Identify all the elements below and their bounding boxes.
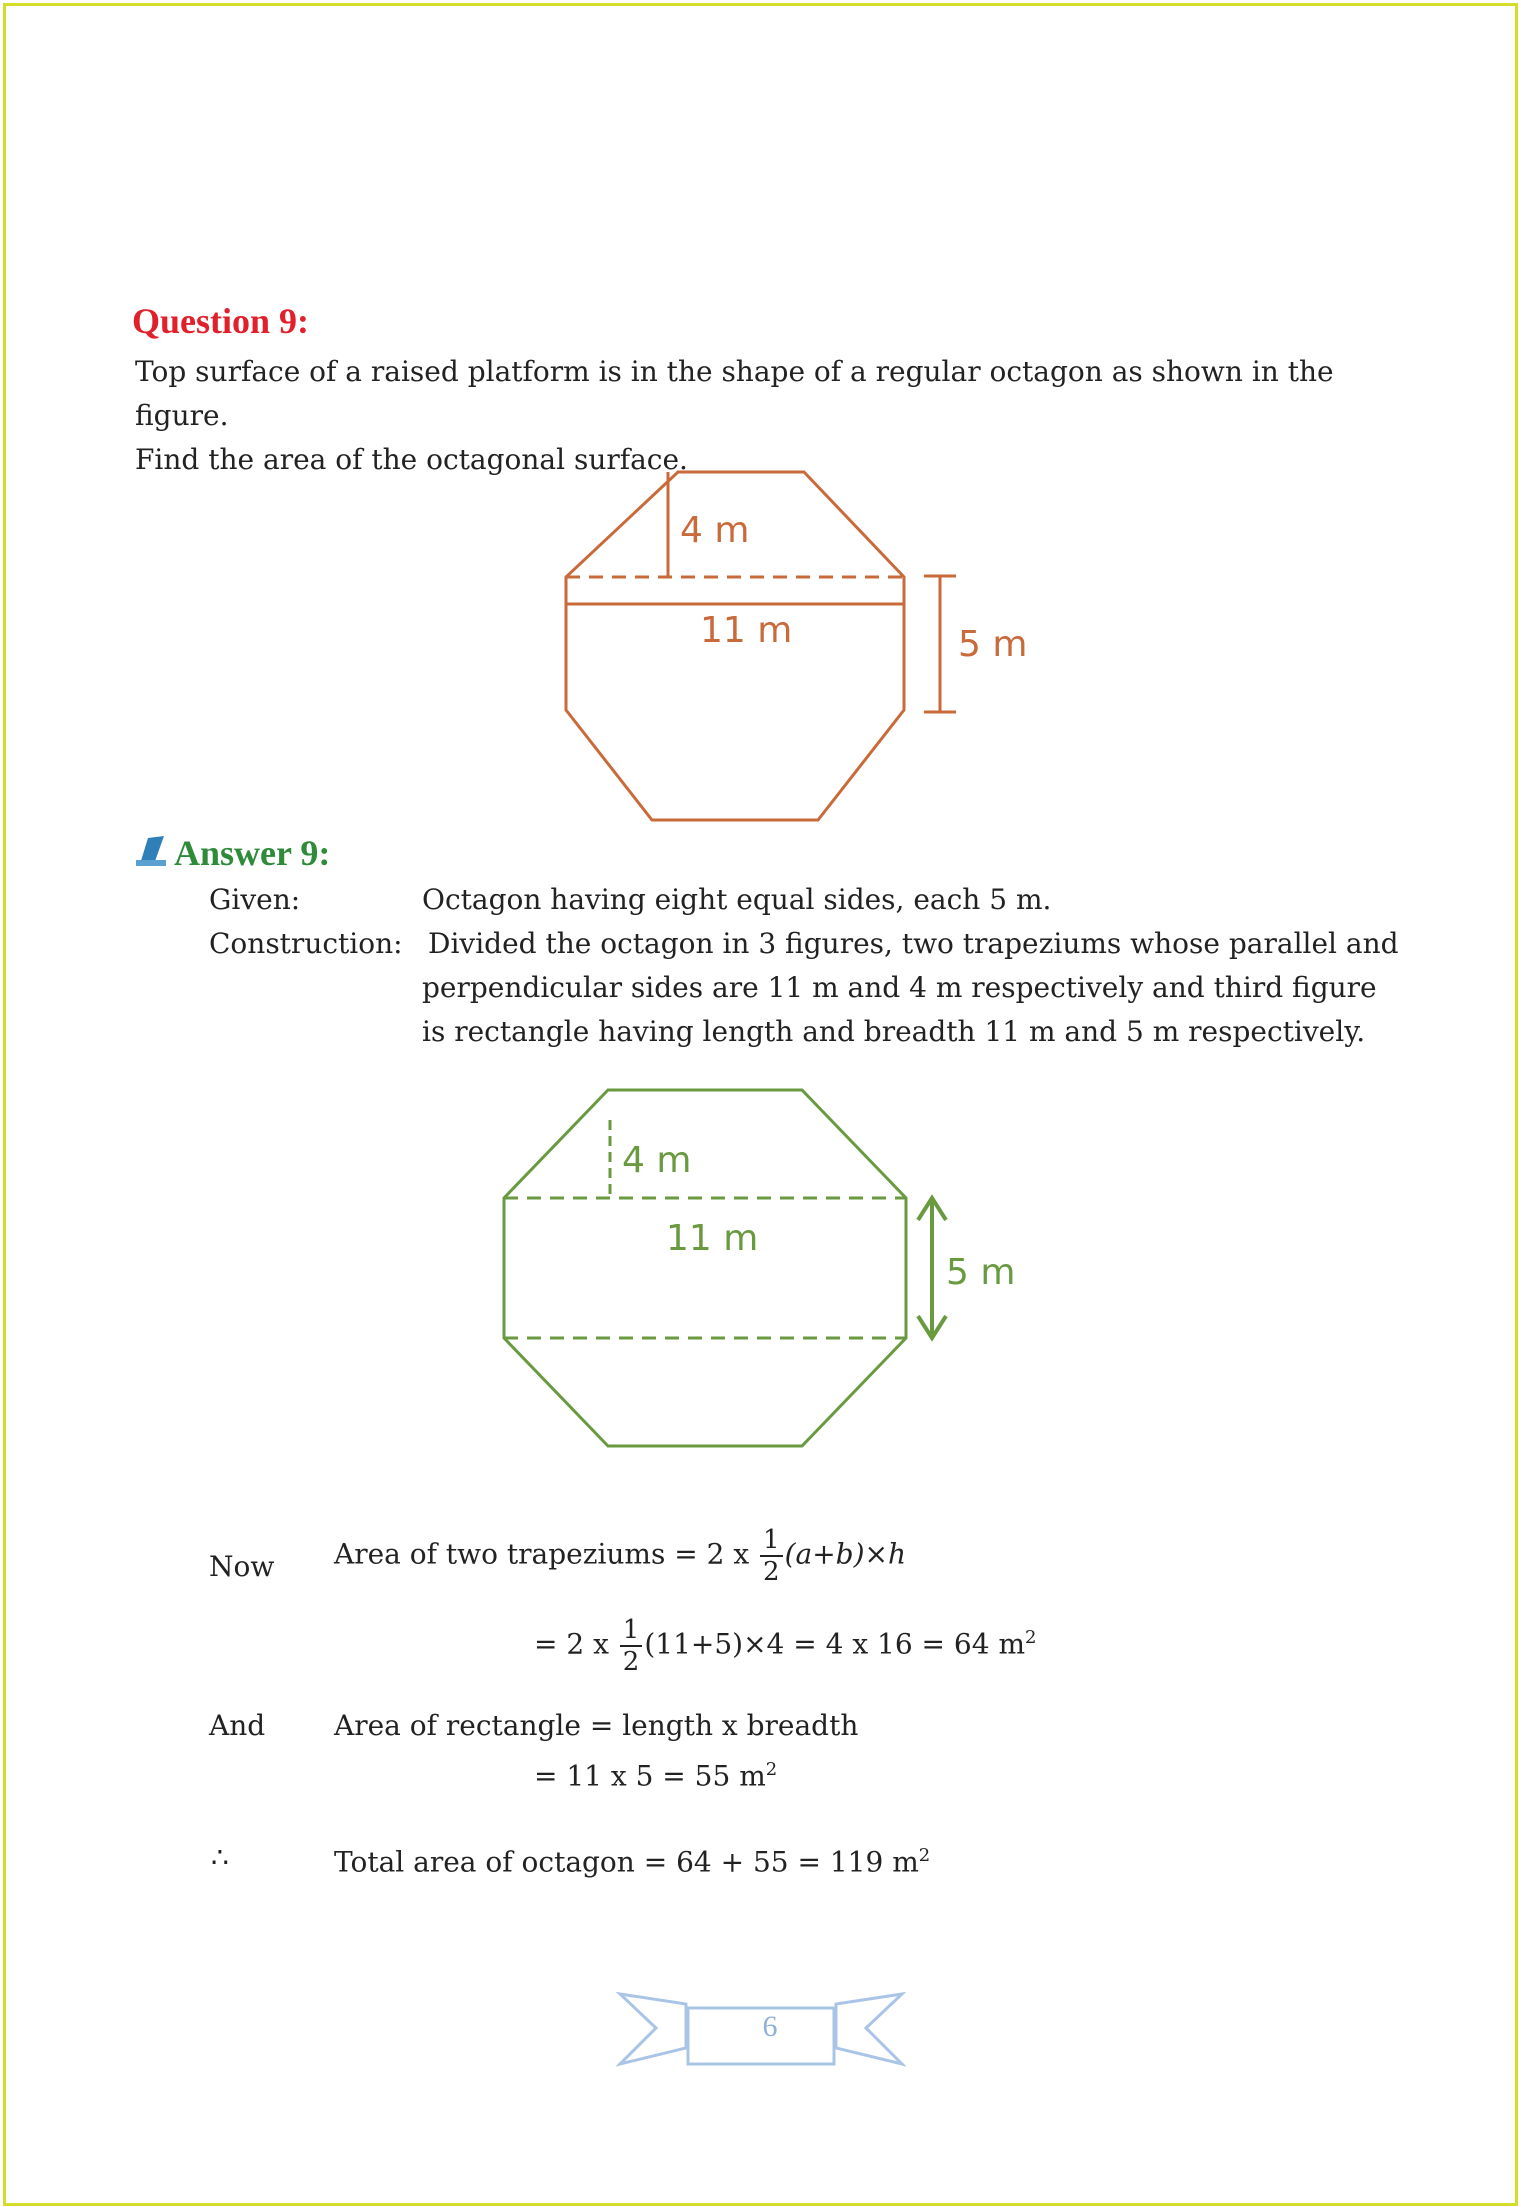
octagon-figure-2 (490, 1080, 1050, 1460)
question-title: Question 9: (132, 301, 310, 341)
now-label: Now (209, 1550, 275, 1583)
trap-prefix: Area of two trapeziums = 2 x (334, 1537, 750, 1571)
therefore-symbol: ∴ (211, 1841, 229, 1874)
construction-line-2: perpendicular sides are 11 m and 4 m respectively and third figure (422, 971, 1377, 1004)
fraction-half-2: $\frac{1}{2}$ (620, 1615, 643, 1677)
given-text: Octagon having eight equal sides, each 5 m. (422, 883, 1052, 916)
fig2-label-5m: 5 m (946, 1252, 1016, 1293)
trap-calc-rest: (11+5)×4 = 4 x 16 = 64 m (644, 1627, 1025, 1661)
total-area-line: Total area of octagon = 64 + 55 = 119 $m^2$ (334, 1845, 931, 1879)
fraction-half: $\frac{1}{2}$ (760, 1525, 783, 1587)
fig2-label-11m: 11 m (666, 1218, 759, 1259)
construction-line-1: Divided the octagon in 3 figures, two trapeziums whose parallel and (428, 927, 1399, 960)
answer-title: Answer 9: (174, 833, 331, 873)
fig1-label-4m: 4 m (680, 510, 750, 551)
trap-calc-prefix: = 2 x (534, 1627, 609, 1661)
question-line-2: Find the area of the octagonal surface. (135, 443, 688, 476)
construction-label: Construction: (209, 927, 403, 960)
trapezium-calculation: = 2 x $\frac{1}{2}$ (11+5)×4 = 4 x 16 = 64 $m^2$ (534, 1615, 1037, 1677)
fig1-label-5m: 5 m (958, 624, 1028, 665)
octagon-figure-1 (540, 460, 1060, 830)
and-label: And (209, 1709, 266, 1742)
answer-icon (134, 834, 168, 868)
trapezium-formula (334, 1525, 906, 1587)
octagon-outline-2 (504, 1090, 906, 1446)
question-line-1: Top surface of a raised platform is in the shape of a regular octagon as shown in the figure. (135, 355, 1334, 432)
construction-line-3: is rectangle having length and breadth 11 m and 5 m respectively. (422, 1015, 1366, 1048)
fig2-label-4m: 4 m (622, 1140, 692, 1181)
trap-formula: (a+b)×h (784, 1537, 906, 1571)
given-label: Given: (209, 883, 301, 916)
fig1-label-11m: 11 m (700, 610, 793, 651)
rect-line-1: Area of rectangle = length x breadth (334, 1709, 859, 1742)
rect-line-2: = 11 x 5 = 55 $m^2$ (534, 1759, 778, 1793)
page-number: 6 (762, 2010, 778, 2043)
